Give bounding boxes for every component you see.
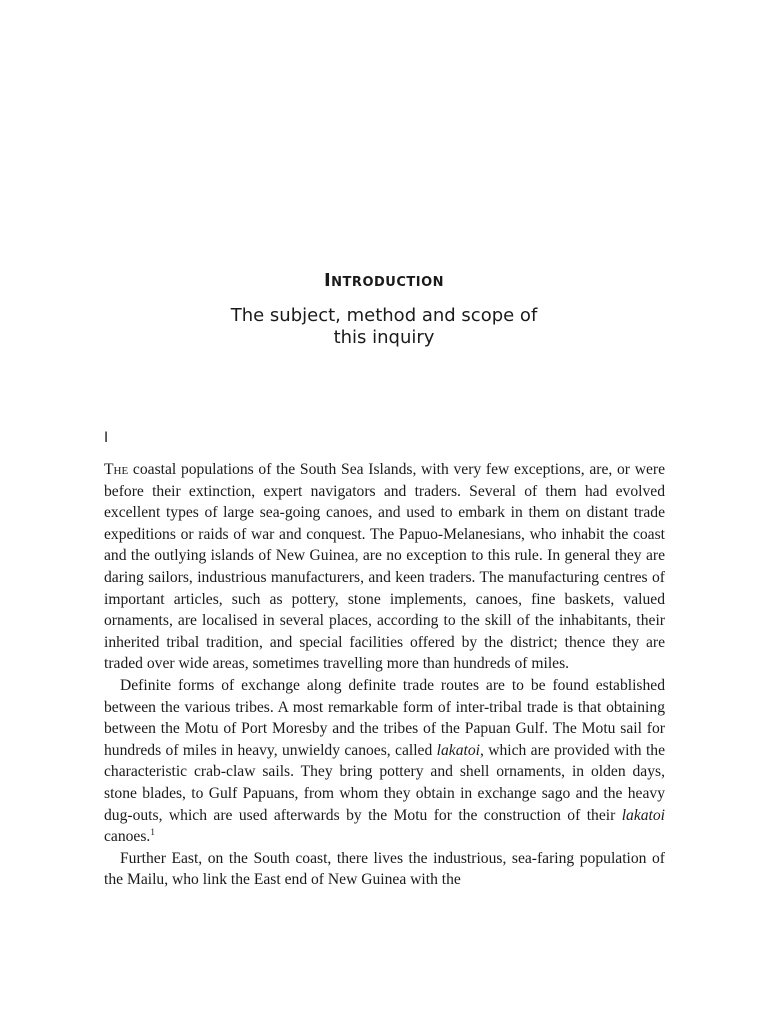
chapter-subtitle-line-1: The subject, method and scope of: [230, 305, 538, 326]
footnote-ref[interactable]: 1: [150, 826, 155, 837]
paragraph-1-text: coastal populations of the South Sea Islands, with very few exceptions, are, or were before their extinction, expert navigators and traders. Several of them had evolved excellent types of large sea-going canoes, and used to embark in them on distant trade expeditions or raids of war and conquest. The Papuo-Melanesians, who inhabit the coast and the outlying islands of New Guinea, are no exception to this rule. In general they are daring sailors, industrious manufacturers, and keen traders. The manufacturing centres of important articles, such as pottery, stone implements, canoes, fine baskets, valued ornaments, are localised in several places, according to the skill of the inhabitants, their inherited tribal tradition, and special facilities offered by the district; thence they are traded over wide areas, sometimes travelling more than hundreds of miles.: [104, 461, 665, 673]
chapter-title: Introduction: [323, 270, 445, 291]
paragraph-2-text-part-3: canoes.: [104, 828, 151, 846]
paragraph-2-text-part-2: , which are provided with the characteristic crab-claw sails. They bring pottery and shell ornaments, in olden days, stone blades, to Gulf Papuans, from whom they obtain in exchange sago and the heavy dug-outs, which are used afterwards by the Motu for the construction of their: [104, 741, 665, 824]
paragraph-2: [104, 675, 665, 848]
chapter-subtitle: [184, 305, 584, 349]
paragraph-3: [104, 848, 665, 891]
paragraph-3-text: Further East, on the South coast, there lives the industrious, sea-faring population of the Mailu, who link the East end of New Guinea with the: [104, 849, 665, 889]
paragraph-1-opening-word: The: [104, 461, 129, 478]
paragraph-2-italic-term-2: lakatoi: [621, 806, 665, 824]
chapter-subtitle-line-2: this inquiry: [333, 327, 435, 348]
paragraph-2-text-part-1: Definite forms of exchange along definite trade routes are to be found established between the various tribes. A most remarkable form of inter-tribal trade is that obtaining between the Motu of Port Moresby and the tribes of the Papuan Gulf. The Motu sail for hundreds of miles in heavy, unwieldy canoes, called: [104, 676, 665, 759]
body-text: [104, 459, 665, 891]
paragraph-1: [104, 459, 665, 675]
paragraph-2-italic-term-1: lakatoi: [436, 741, 480, 759]
section-number: I: [104, 430, 109, 446]
